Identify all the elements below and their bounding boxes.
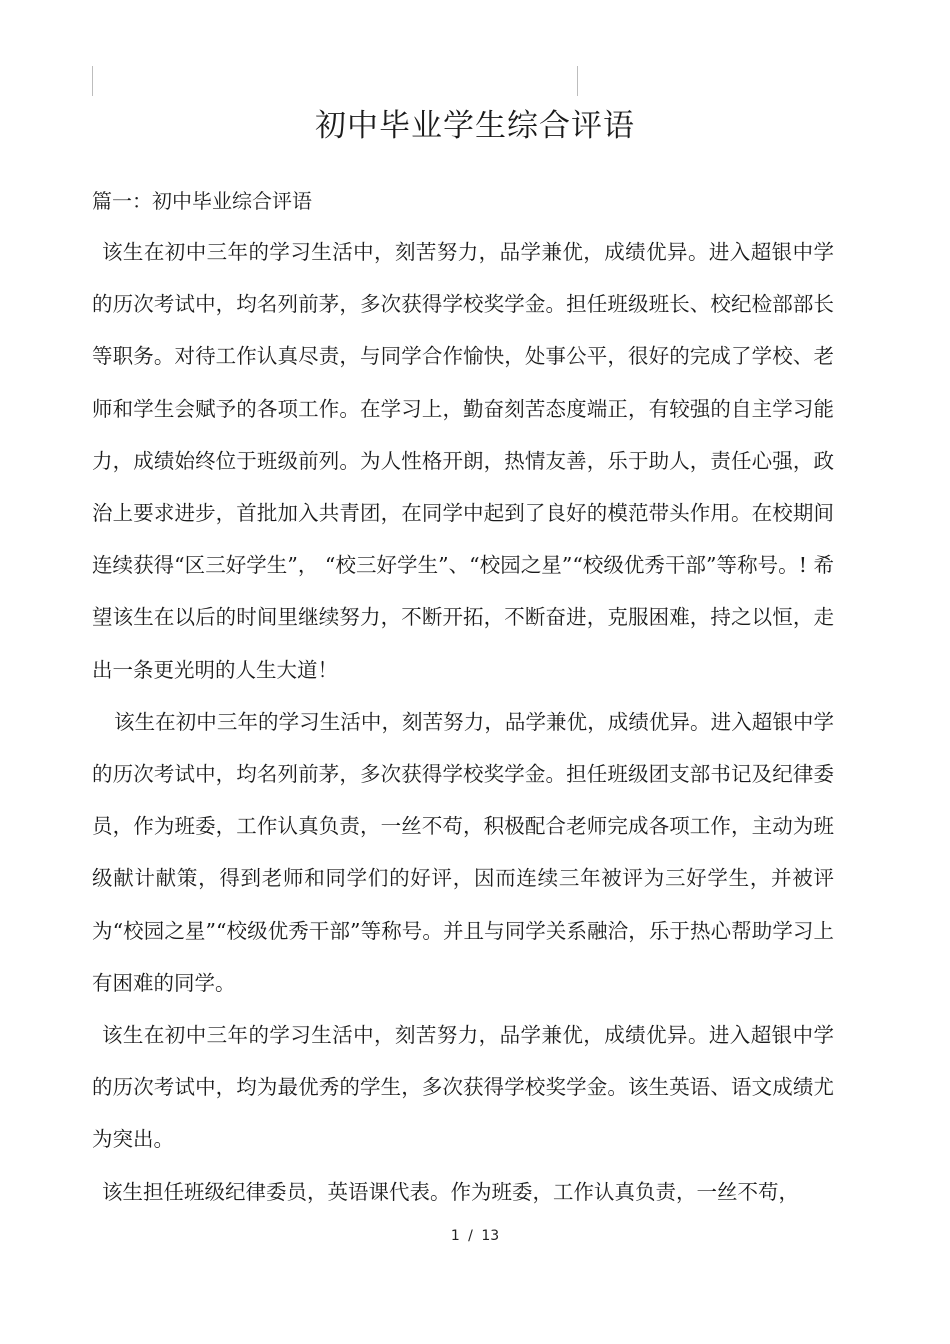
section-heading: 篇一：初中毕业综合评语 (92, 189, 312, 213)
paragraph-2: 该生在初中三年的学习生活中，刻苦努力，品学兼优，成绩优异。进入超银中学的历次考试中，均名列前茅，多次获得学校奖学金。担任班级团支部书记及纪律委员，作为班委，工作认真负责，一丝不苟，积极配合老师完成各项工作，主动为班级献计献策，得到老师和同学们的好评，因而连续三年被评为三好学生，并被评为“校园之星”“校级优秀干部”等称号。并且与同学关系融洽，乐于热心帮助学习上有困难的同学。 (92, 709, 834, 995)
paragraph-1: 该生在初中三年的学习生活中，刻苦努力，品学兼优，成绩优异。进入超银中学的历次考试中，均名列前茅，多次获得学校奖学金。担任班级班长、校纪检部部长等职务。对待工作认真尽责，与同学合作愉快，处事公平，很好的完成了学校、老师和学生会赋予的各项工作。在学习上，勤奋刻苦态度端正，有较强的自主学习能力，成绩始终位于班级前列。为人性格开朗，热情友善，乐于助人，责任心强，政治上要求进步，首批加入共青团，在同学中起到了良好的模范带头作用。在校期间连续获得“区三好学生”， “校三好学生”、“校园之星”“校级优秀干部”等称号。! 希望该生在以后的时间里继续努力，不断开拓，不断奋进，克服困难，持之以恒，走出一条更光明的人生大道！ (92, 240, 834, 682)
paragraph-4: 该生担任班级纪律委员，英语课代表。作为班委，工作认真负责，一丝不苟， (102, 1179, 799, 1204)
document-body (92, 226, 834, 1218)
document-title: 初中毕业学生综合评语 (315, 108, 635, 144)
page-corner-mark-left (92, 66, 93, 96)
page-number-indicator: 1 / 13 (450, 1228, 500, 1244)
paragraph-3: 该生在初中三年的学习生活中，刻苦努力，品学兼优，成绩优异。进入超银中学的历次考试中，均为最优秀的学生，多次获得学校奖学金。该生英语、语文成绩尤为突出。 (92, 1023, 834, 1152)
page-corner-mark-right (577, 66, 578, 96)
